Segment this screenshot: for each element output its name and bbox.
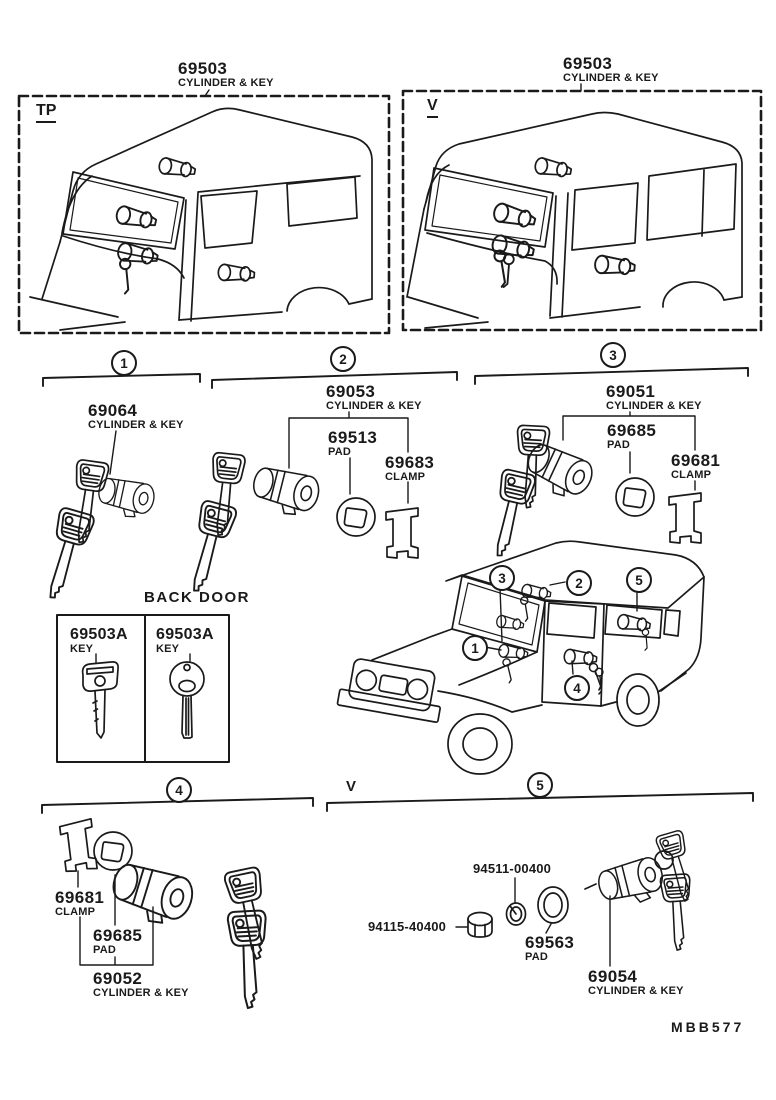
- cab-drawing-v: [407, 113, 742, 329]
- figure-code: MBB577: [671, 1019, 745, 1035]
- part-number-69053: 69053: [326, 382, 376, 401]
- part-name-69051: CYLINDER & KEY: [606, 400, 702, 412]
- vehicle-callout-1: 1: [462, 635, 488, 661]
- part-number-69051: 69051: [606, 382, 656, 401]
- part-name-69685-g4: PAD: [93, 944, 117, 956]
- group3-drawing: [484, 412, 701, 560]
- callout-group-4: 4: [166, 777, 192, 803]
- part-name-69053: CYLINDER & KEY: [326, 400, 422, 412]
- part-number-69054: 69054: [588, 967, 638, 986]
- part-name-69064: CYLINDER & KEY: [88, 419, 184, 431]
- part-number-69503a-left: 69503A: [70, 626, 128, 643]
- callout-group-2: 2: [330, 346, 356, 372]
- callout-group-5: 5: [527, 772, 553, 798]
- vehicle-callout-5: 5: [626, 567, 652, 593]
- part-number-69503-tp: 69503: [178, 59, 228, 78]
- part-name-69563: PAD: [525, 951, 549, 963]
- v-variant-box: [403, 91, 761, 330]
- part-name-69052: CYLINDER & KEY: [93, 987, 189, 999]
- part-name-69681-g3: CLAMP: [671, 469, 712, 481]
- tp-variant-box: [19, 96, 389, 333]
- vehicle-callout-3: 3: [489, 565, 515, 591]
- part-number-69681-g3: 69681: [671, 451, 721, 470]
- back-door-title: BACK DOOR: [144, 589, 250, 606]
- part-name-69685-g3: PAD: [607, 439, 631, 451]
- part-number-69503-v: 69503: [563, 54, 613, 73]
- part-number-69685-g3: 69685: [607, 421, 657, 440]
- variant-tag-tp: TP: [36, 103, 56, 123]
- part-name-69503-tp: CYLINDER & KEY: [178, 77, 274, 89]
- part-number-94115-40400: 94115-40400: [368, 919, 447, 934]
- vehicle-callout-4: 4: [564, 675, 590, 701]
- variant-tag-v-group5: V: [346, 778, 357, 795]
- part-number-69513: 69513: [328, 428, 378, 447]
- part-name-69503a-right: KEY: [156, 643, 180, 655]
- part-name-69503a-left: KEY: [70, 643, 94, 655]
- group1-drawing: [37, 431, 157, 603]
- part-number-69503a-right: 69503A: [156, 626, 214, 643]
- part-name-69054: CYLINDER & KEY: [588, 985, 684, 997]
- part-number-69563: 69563: [525, 933, 575, 952]
- vehicle-callout-2: 2: [566, 570, 592, 596]
- part-name-69503-v: CYLINDER & KEY: [563, 72, 659, 84]
- callout-group-1: 1: [111, 350, 137, 376]
- variant-tag-v: V: [427, 98, 438, 118]
- part-name-69683: CLAMP: [385, 471, 426, 483]
- part-number-69052: 69052: [93, 969, 143, 988]
- part-name-69513: PAD: [328, 446, 352, 458]
- part-number-94511-00400: 94511-00400: [473, 861, 552, 876]
- group5-drawing: [456, 830, 700, 966]
- callout-group-3: 3: [600, 342, 626, 368]
- part-number-69681-g4: 69681: [55, 888, 105, 907]
- part-number-69683: 69683: [385, 453, 435, 472]
- cab-drawing-tp: [30, 108, 372, 330]
- part-number-69064: 69064: [88, 401, 138, 420]
- part-name-69681-g4: CLAMP: [55, 906, 96, 918]
- part-number-69685-g4: 69685: [93, 926, 143, 945]
- group2-drawing: [180, 412, 418, 596]
